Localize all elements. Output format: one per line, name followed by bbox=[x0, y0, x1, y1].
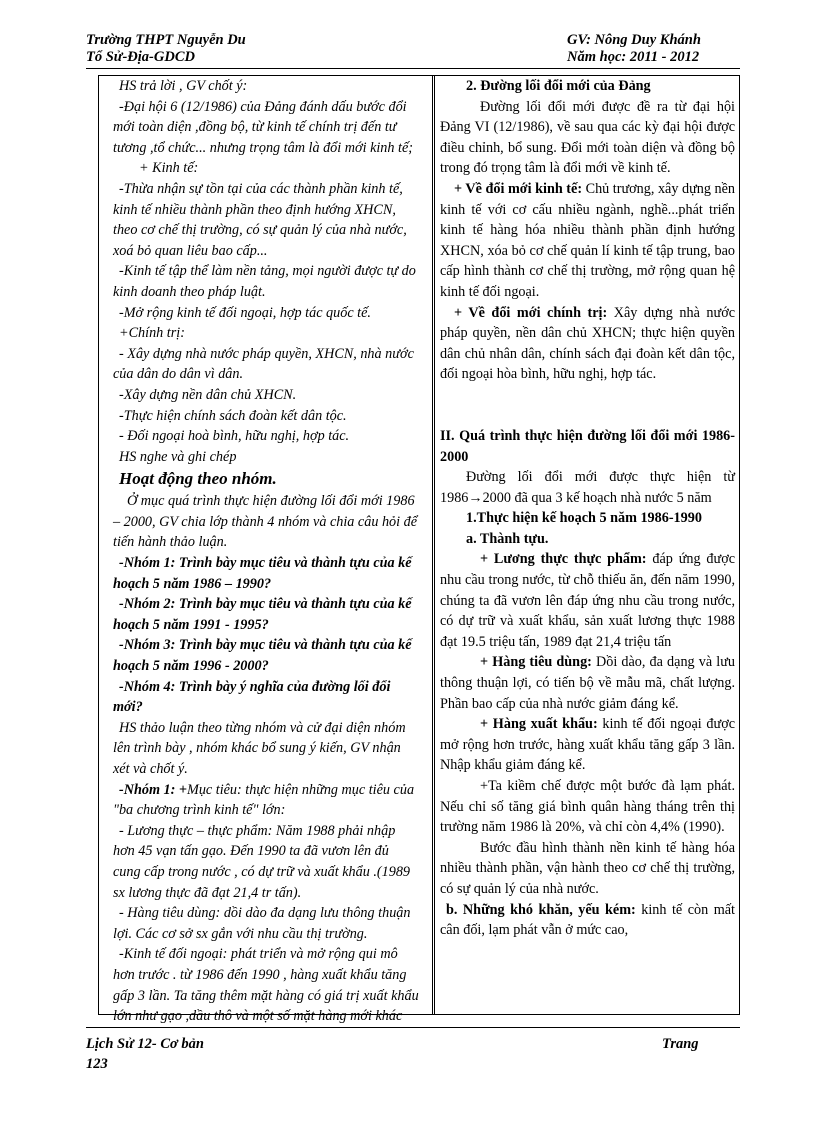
paragraph-text: kinh tế đối ngoại được mở rộng hơn trước, hàng xuất khẩu tăng gấp 3 lần. Nhập khẩu giảm đáng kể. bbox=[440, 716, 735, 774]
paragraph-label: + Về đổi mới kinh tế: bbox=[454, 180, 583, 197]
left-line: HS trả lời , GV chốt ý: bbox=[119, 78, 248, 94]
left-line: -Thực hiện chính sách đoàn kết dân tộc. bbox=[119, 407, 347, 424]
paragraph-text: Xây dựng nhà nước pháp quyền, nền dân chủ XHCN; thực hiện quyền dân chủ nhân dân, chính sách đại đoàn kết dân tộc, đối ngoại hòa bình, hữu nghị, hợp tác. bbox=[440, 304, 735, 383]
column-divider bbox=[432, 75, 435, 1015]
paragraph-text: đáp ứng được nhu cầu trong nước, từ chỗ thiếu ăn, đến năm 1990, chúng ta đã vươn lên đáp ứng nhu cầu trong nước, có dự trữ và xuất khẩu, sản xuất lương thực 1988 đạt 19.5 triệu tấn, 1989 đạt 21,4 triệu tấn bbox=[440, 551, 735, 650]
left-line: -Đại hội 6 (12/1986) của Đảng đánh dấu bước đổi mới toàn diện ,đồng bộ, từ kinh tế chính trị đến tư tương ,tổ chức... nhưng trọng tâm là đổi mới kinh tế; bbox=[113, 98, 414, 156]
left-line: HS nghe và ghi chép bbox=[119, 448, 237, 465]
section-heading: 1.Thực hiện kế hoạch 5 năm 1986-1990 bbox=[466, 510, 702, 527]
subject-name: Lịch Sử 12- Cơ bản bbox=[86, 1036, 204, 1052]
left-line: -Xây dựng nền dân chủ XHCN. bbox=[119, 386, 297, 403]
page-header-left bbox=[86, 32, 246, 66]
teacher-name: GV: Nông Duy Khánh bbox=[567, 32, 701, 48]
paragraph-text: Chủ trương, xây dựng nền kinh tế với cơ cấu nhiều ngành, nghề...phát triển kinh tế hàng hóa nhiều thành phần định hướng XHCN, xóa bỏ cơ chế quản lí kinh tế tập trung, bao cấp hình thành cơ chế thị trường, mở rộng quan hệ kinh tế đối ngoại. bbox=[440, 180, 735, 300]
left-line: + Kinh tế: bbox=[139, 160, 199, 177]
paragraph: Bước đầu hình thành nền kinh tế hàng hóa nhiều thành phần, vận hành theo cơ chế thị trường, có sự quản lý của nhà nước. bbox=[440, 839, 735, 897]
paragraph-label: + Hàng xuất khẩu: bbox=[480, 716, 598, 733]
section-heading: II. Quá trình thực hiện đường lối đổi mới 1986-2000 bbox=[440, 427, 735, 465]
footer-divider bbox=[86, 1027, 740, 1028]
left-line: - Lương thực – thực phẩm: Năm 1988 phải nhập hơn 45 vạn tấn gạo. Đến 1990 ta đã vươn lên đủ cung cấp trong nước , có dự trữ và xuất khẩu .(1989 sx lương thực đã đạt 21,4 tr tấn). bbox=[113, 822, 411, 901]
left-line bbox=[113, 780, 419, 821]
page-footer-left bbox=[86, 1034, 204, 1074]
page-header-right bbox=[567, 32, 701, 66]
group-question: -Nhóm 1: Trình bày mục tiêu và thành tựu của kế hoạch 5 năm 1986 – 1990? bbox=[113, 555, 412, 592]
school-year: Năm học: 2011 - 2012 bbox=[567, 49, 700, 65]
lesson-content-column bbox=[440, 76, 735, 941]
paragraph bbox=[440, 467, 735, 508]
group-question: -Nhóm 3: Trình bày mục tiêu và thành tựu của kế hoạch 5 năm 1996 - 2000? bbox=[113, 637, 412, 675]
right-arrow-icon: → bbox=[468, 489, 483, 506]
left-line: - Đối ngoại hoà bình, hữu nghị, hợp tác. bbox=[119, 428, 350, 445]
paragraph: +Ta kiềm chế được một bước đà lạm phát. Nếu chỉ số tăng giá bình quân hàng tháng trên thị trường năm 1986 là 20%, và chỉ còn 4,4% (1990). bbox=[440, 778, 735, 836]
left-line: -Kinh tế tập thể làm nền tảng, mọi người được tự do kinh doanh theo pháp luật. bbox=[113, 263, 416, 300]
group1-goal: Mục tiêu: thực hiện những mục tiêu của "ba chương trình kinh tế" lớn: bbox=[113, 781, 415, 819]
paragraph-label: + Lương thực thực phẩm: bbox=[480, 551, 647, 568]
paragraph bbox=[440, 652, 735, 714]
paragraph-text: 2000 đã qua 3 kế hoạch nhà nước 5 năm bbox=[482, 489, 712, 506]
group-activity-heading: Hoạt động theo nhóm. bbox=[119, 469, 277, 489]
left-line: -Thừa nhận sự tồn tại của các thành phần kinh tế, kinh tế nhiều thành phần theo định hướng XHCN, theo cơ chế thị trường, có sự quản lý của nhà nước, xoá bỏ quan liêu bao cấp... bbox=[113, 180, 407, 259]
teacher-student-activity-column bbox=[113, 76, 419, 1027]
department-name: Tổ Sử-Địa-GDCD bbox=[86, 49, 195, 65]
left-line: - Hàng tiêu dùng: dồi dào đa dạng lưu thông thuận lợi. Các cơ sở sx gắn với nhu cầu thị trường. bbox=[113, 905, 411, 942]
paragraph-text: Dồi dào, đa dạng và lưu thông thuận lợi, có tiến bộ về mẫu mã, chất lượng. Phần bao cấp của nhà nước giảm đáng kể. bbox=[440, 654, 735, 712]
paragraph: Đường lối đổi mới được đề ra từ đại hội Đảng VI (12/1986), về sau qua các kỳ đại hội được điều chỉnh, bổ sung. Đổi mới toàn diện và đồng bộ trong đó trọng tâm là đổi mới về kinh tế. bbox=[440, 98, 735, 177]
paragraph bbox=[440, 179, 735, 303]
group-question: -Nhóm 2: Trình bày mục tiêu và thành tựu của kế hoạch 5 năm 1991 - 1995? bbox=[113, 596, 412, 633]
group-question: -Nhóm 4: Trình bày ý nghĩa của đường lối đổi mới? bbox=[113, 678, 391, 716]
paragraph-text: Đường lối đổi mới được thực hiện từ 1986 bbox=[440, 469, 735, 506]
paragraph bbox=[440, 900, 735, 941]
left-line: +Chính trị: bbox=[119, 325, 185, 342]
paragraph-label: b. Những khó khăn, yếu kém: bbox=[446, 901, 636, 918]
paragraph bbox=[440, 549, 735, 652]
section-heading: a. Thành tựu. bbox=[466, 530, 549, 547]
left-line: - Xây dựng nhà nước pháp quyền, XHCN, nhà nước của dân do dân vì dân. bbox=[113, 345, 414, 383]
header-divider bbox=[86, 68, 740, 69]
spacer bbox=[440, 385, 735, 426]
paragraph bbox=[440, 303, 735, 385]
section-heading: 2. Đường lối đổi mới của Đảng bbox=[466, 78, 651, 94]
left-line: -Kinh tế đối ngoại: phát triển và mở rộng qui mô hơn trước . từ 1986 đến 1990 , hàng xuất khẩu tăng gấp 3 lần. Ta tăng thêm mặt hàng có giá trị xuất khẩu lớn như gạo ,dầu thô và một số mặt hàng mới khác bbox=[113, 946, 419, 1025]
left-line: -Mở rộng kinh tế đối ngoại, hợp tác quốc tế. bbox=[119, 304, 371, 321]
page-number: 123 bbox=[86, 1056, 108, 1072]
page-label: Trang bbox=[662, 1036, 699, 1052]
school-name: Trường THPT Nguyễn Du bbox=[86, 32, 246, 48]
paragraph-label: + Về đổi mới chính trị: bbox=[454, 304, 608, 321]
paragraph-text: kinh tế còn mất cân đối, lạm phát vẫn ở mức cao, bbox=[440, 901, 735, 939]
paragraph bbox=[440, 714, 735, 776]
group1-label: -Nhóm 1: + bbox=[119, 781, 187, 798]
left-line: Ở mục quá trình thực hiện đường lối đổi mới 1986 – 2000, GV chia lớp thành 4 nhóm và chia câu hỏi để tiến hành thảo luận. bbox=[113, 493, 418, 551]
left-line: HS thảo luận theo từng nhóm và cử đại diện nhóm lên trình bày , nhóm khác bổ sung ý kiến, GV nhận xét và chốt ý. bbox=[113, 719, 406, 777]
paragraph-label: + Hàng tiêu dùng: bbox=[480, 654, 592, 671]
